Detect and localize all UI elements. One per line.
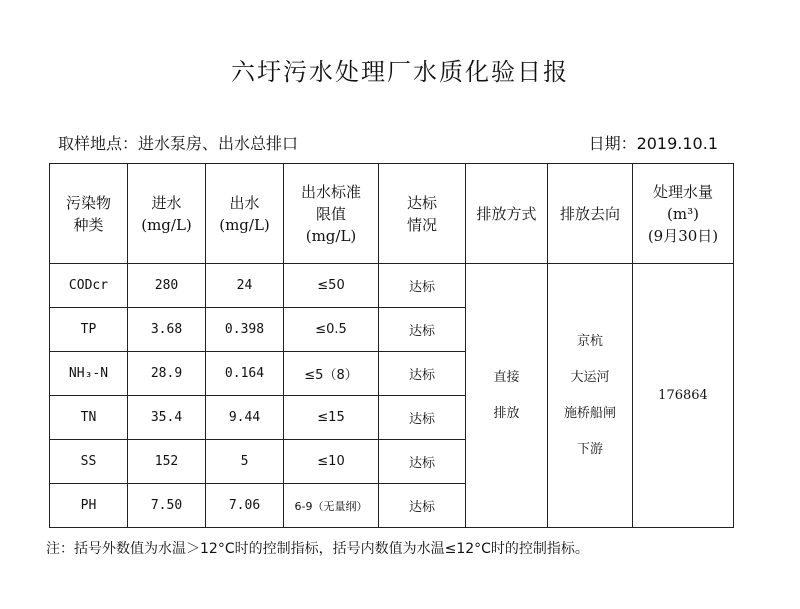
standard-limit: 6-9（无量纲） [284,484,379,528]
inflow-value: 152 [128,440,206,484]
table-header-row [50,164,734,264]
inflow-value: 3.68 [128,308,206,352]
pollutant-name: TP [50,308,128,352]
header-discharge-method: 排放方式 [466,164,548,264]
pollutant-name: SS [50,440,128,484]
treated-volume-value: 176864 [633,264,734,528]
pollutant-name: NH₃-N [50,352,128,396]
header-outflow-line2: (mg/L) [219,215,270,234]
header-inflow [128,164,206,264]
discharge-dest-line3: 施桥船闸 [563,405,616,421]
discharge-dest-line1: 京杭 [576,333,603,349]
footnote: 注：括号外数值为水温＞12°C时的控制指标，括号内数值为水温≤12°C时的控制指标。 [46,541,589,557]
standard-limit: ≤50 [284,264,379,308]
outflow-value: 0.164 [206,352,284,396]
outflow-value: 7.06 [206,484,284,528]
inflow-value: 35.4 [128,396,206,440]
compliance-status: 达标 [379,484,466,528]
header-pollutant-line2: 种类 [73,215,104,234]
header-standard [284,164,379,264]
header-pollutant-line1: 污染物 [65,193,111,212]
compliance-status: 达标 [379,396,466,440]
standard-limit: ≤0.5 [284,308,379,352]
compliance-status: 达标 [379,440,466,484]
header-volume-line1: 处理水量 [652,182,713,201]
outflow-value: 9.44 [206,396,284,440]
compliance-status: 达标 [379,308,466,352]
header-compliance [379,164,466,264]
header-standard-line3: (mg/L) [305,226,357,245]
standard-limit: ≤10 [284,440,379,484]
pollutant-name: CODcr [50,264,128,308]
header-compliance-line2: 情况 [406,215,437,234]
inflow-value: 7.50 [128,484,206,528]
header-compliance-line1: 达标 [406,193,437,212]
standard-limit: ≤15 [284,396,379,440]
header-volume-line3: (9月30日) [647,226,719,245]
compliance-status: 达标 [379,352,466,396]
discharge-method-line1: 直接 [493,369,520,385]
water-quality-table [49,163,734,528]
pollutant-name: TN [50,396,128,440]
discharge-destination-cell [548,264,633,528]
discharge-dest-line2: 大运河 [570,369,610,385]
header-outflow-line1: 出水 [229,193,260,212]
header-standard-line2: 限值 [315,204,346,223]
outflow-value: 5 [206,440,284,484]
outflow-value: 0.398 [206,308,284,352]
header-inflow-line1: 进水 [151,193,182,212]
report-date: 日期：2019.10.1 [588,134,718,153]
header-outflow [206,164,284,264]
discharge-method-line2: 排放 [493,405,520,421]
discharge-method-cell [466,264,548,528]
compliance-status: 达标 [379,264,466,308]
header-standard-line1: 出水标准 [300,182,361,201]
header-volume-line2: (m³) [667,204,699,223]
header-treated-volume [633,164,734,264]
discharge-dest-line4: 下游 [576,441,603,457]
header-pollutant [50,164,128,264]
header-discharge-destination: 排放去向 [548,164,633,264]
table-row [50,264,734,308]
standard-limit: ≤5（8） [284,352,379,396]
report-title: 六圩污水处理厂水质化验日报 [231,58,569,86]
pollutant-name: PH [50,484,128,528]
inflow-value: 28.9 [128,352,206,396]
inflow-value: 280 [128,264,206,308]
outflow-value: 24 [206,264,284,308]
header-inflow-line2: (mg/L) [141,215,192,234]
sampling-location: 取样地点：进水泵房、出水总排口 [58,134,299,153]
